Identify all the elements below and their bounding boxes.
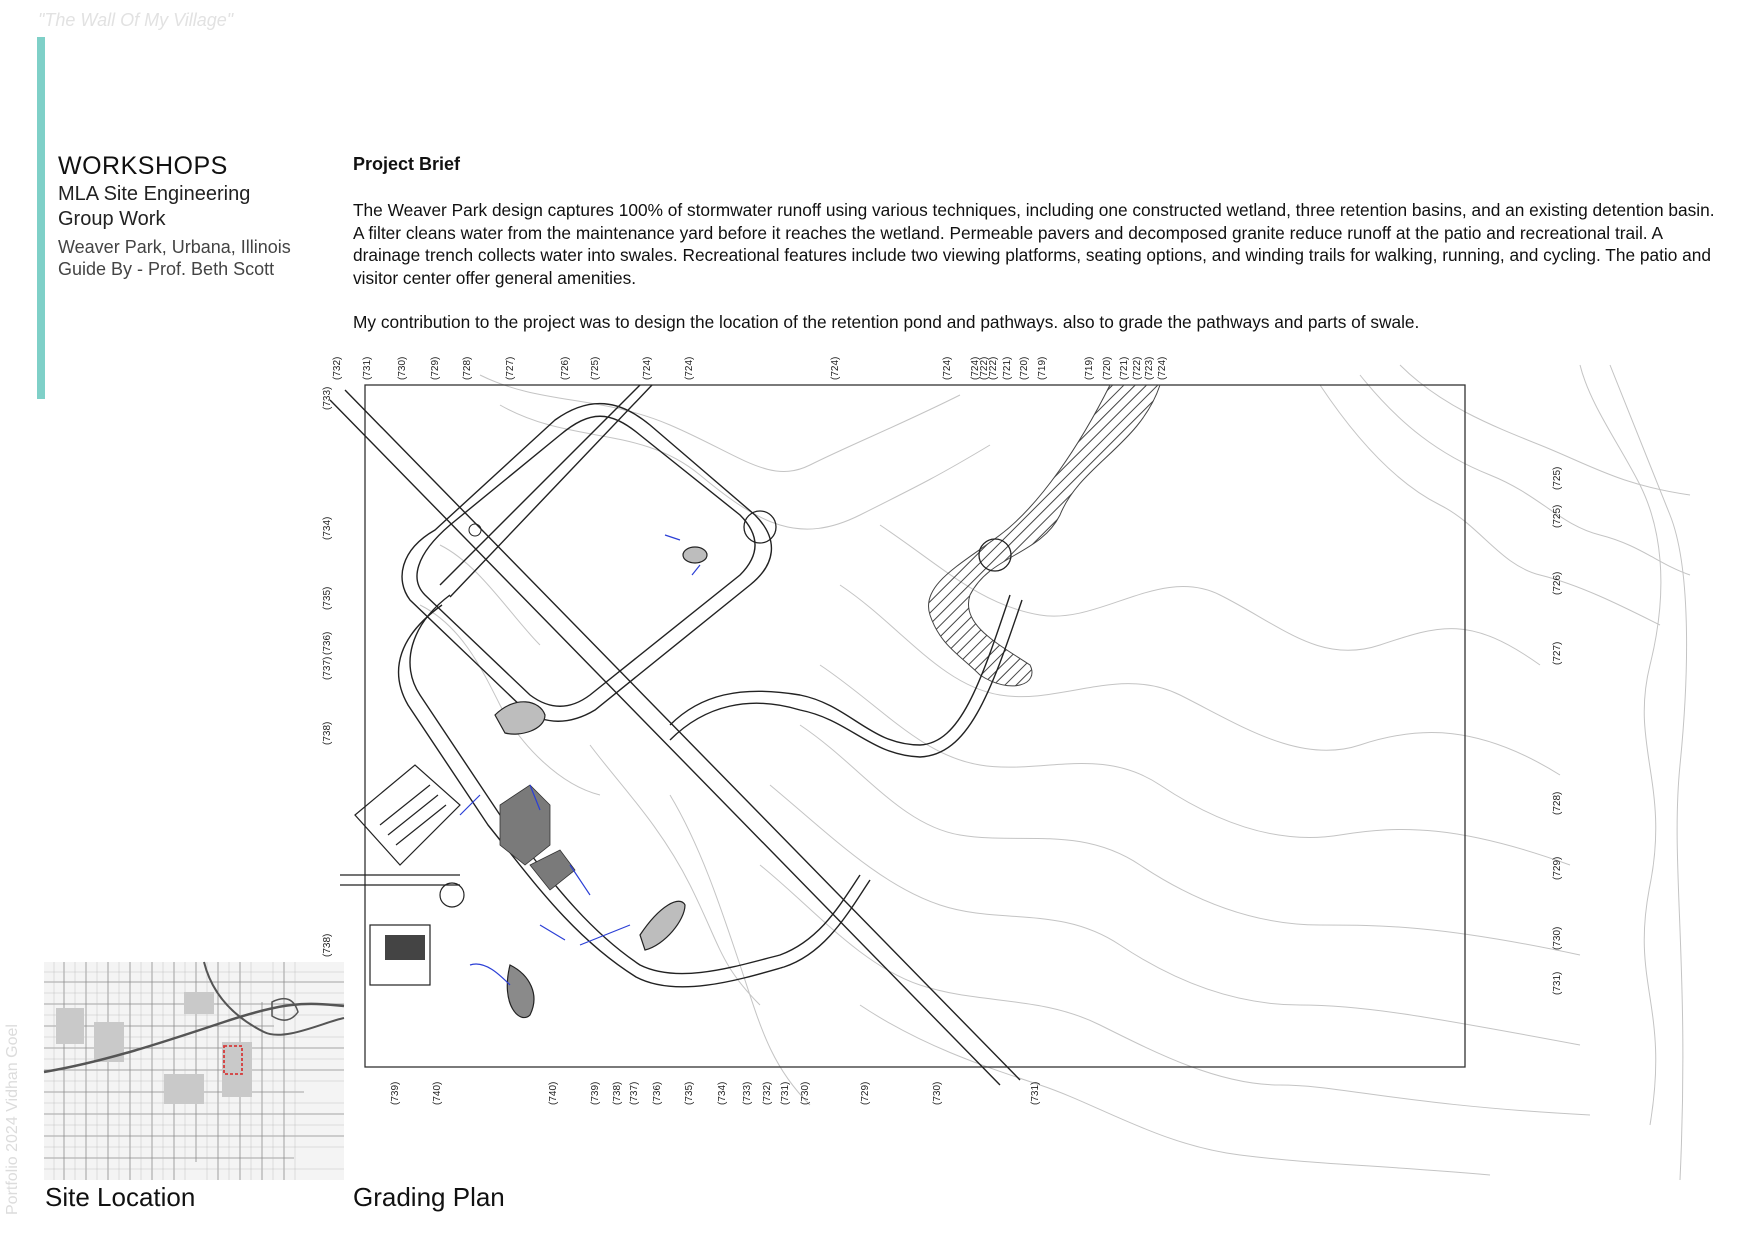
elevation-label: (722) [1132,356,1143,380]
elevation-label: (725) [590,356,601,380]
brief-title: Project Brief [353,154,461,174]
elevation-label: (730) [1552,926,1563,950]
sidebar-location: Weaver Park, Urbana, Illinois [58,237,291,257]
elevation-label: (722) [988,356,999,380]
elevation-label: (728) [1552,791,1563,815]
elevation-label: (721) [1119,356,1130,380]
elevation-label: (730) [397,356,408,380]
elevation-label: (737) [322,656,333,680]
elevation-label: (720) [1019,356,1030,380]
site-location-map [44,962,344,1180]
elevation-label: (725) [1552,466,1563,490]
elevation-label: (732) [762,1081,773,1105]
elevation-label: (734) [717,1081,728,1105]
elevation-label: (738) [322,721,333,745]
elevation-label: (719) [1037,356,1048,380]
plan-labels-left [322,387,333,957]
plan-labels-bottom [390,1082,1041,1105]
elevation-label: (730) [800,1081,811,1105]
portfolio-credit: Portfolio 2024 Vidhan Goel [4,1024,21,1215]
plan-labels-top [332,357,1168,380]
project-brief [353,199,1723,356]
elevation-label: (728) [462,356,473,380]
elevation-label: (729) [430,356,441,380]
elevation-label: (731) [780,1081,791,1105]
sidebar-type: Group Work [58,208,166,230]
header-caption: "The Wall Of My Village" [38,10,234,30]
sidebar-title: WORKSHOPS [58,152,228,180]
elevation-label: (729) [860,1081,871,1105]
retention-basins [495,547,707,1018]
elevation-label: (731) [362,356,373,380]
elevation-label: (735) [684,1081,695,1105]
elevation-label: (724) [684,356,695,380]
elevation-label: (722) [979,356,990,380]
elevation-label: (727) [505,356,516,380]
elevation-label: (724) [1157,356,1168,380]
elevation-label: (734) [322,516,333,540]
elevation-label: (719) [1084,356,1095,380]
elevation-label: (738) [612,1081,623,1105]
elevation-label: (721) [1002,356,1013,380]
elevation-label: (724) [642,356,653,380]
elevation-label: (731) [1552,971,1563,995]
elevation-label: (724) [942,356,953,380]
elevation-label: (726) [560,356,571,380]
roundabout [440,883,464,907]
roads [330,385,1022,1085]
elevation-label: (738) [322,933,333,957]
visitor-center [385,935,425,960]
grading-plan [322,356,1690,1180]
elevation-label: (723) [1144,356,1155,380]
grading-plan-caption: Grading Plan [353,1182,505,1212]
accent-bar [37,37,45,399]
elevation-label: (720) [1102,356,1113,380]
elevation-label: (730) [932,1081,943,1105]
elevation-label: (732) [332,356,343,380]
elevation-label: (724) [830,356,841,380]
sidebar [58,150,328,280]
elevation-label: (740) [432,1081,443,1105]
elevation-label: (731) [1030,1081,1041,1105]
elevation-label: (729) [1552,856,1563,880]
brief-paragraph-1: The Weaver Park design captures 100% of stormwater runoff using various techniques, including one constructed wetland, three retention basins, and an existing detention basin. A filter cleans water from the maintenance yard before it reaches the wetland. Permeable pavers and decomposed granite reduce runoff at the patio and recreational trail. A drainage trench collects water into swales. Recreational features include two viewing platforms, seating options, and winding trails for walking, running, and cycling. The patio and visitor center offer general amenities. [353,200,1715,288]
elevation-label: (735) [322,586,333,610]
constructed-wetland [928,385,1160,686]
elevation-label: (724) [970,356,981,380]
elevation-label: (727) [1552,641,1563,665]
elevation-label: (725) [1552,504,1563,528]
brief-paragraph-2: My contribution to the project was to design the location of the retention pond and pathways. also to grade the pathways and parts of swale. [353,312,1420,332]
sidebar-course: MLA Site Engineering [58,183,251,205]
elevation-label: (736) [322,631,333,655]
plan-labels-right [1552,467,1563,995]
elevation-label: (733) [322,386,333,410]
roundabout [469,524,481,536]
sidebar-guide: Guide By - Prof. Beth Scott [58,259,275,279]
elevation-label: (739) [590,1081,601,1105]
elevation-label: (740) [548,1081,559,1105]
buildings [500,785,575,890]
elevation-label: (737) [629,1081,640,1105]
elevation-label: (736) [652,1081,663,1105]
site-location-caption: Site Location [45,1182,196,1212]
elevation-label: (733) [742,1081,753,1105]
elevation-label: (739) [390,1081,401,1105]
grading-plan-drawing [322,356,1690,1180]
elevation-label: (726) [1552,571,1563,595]
